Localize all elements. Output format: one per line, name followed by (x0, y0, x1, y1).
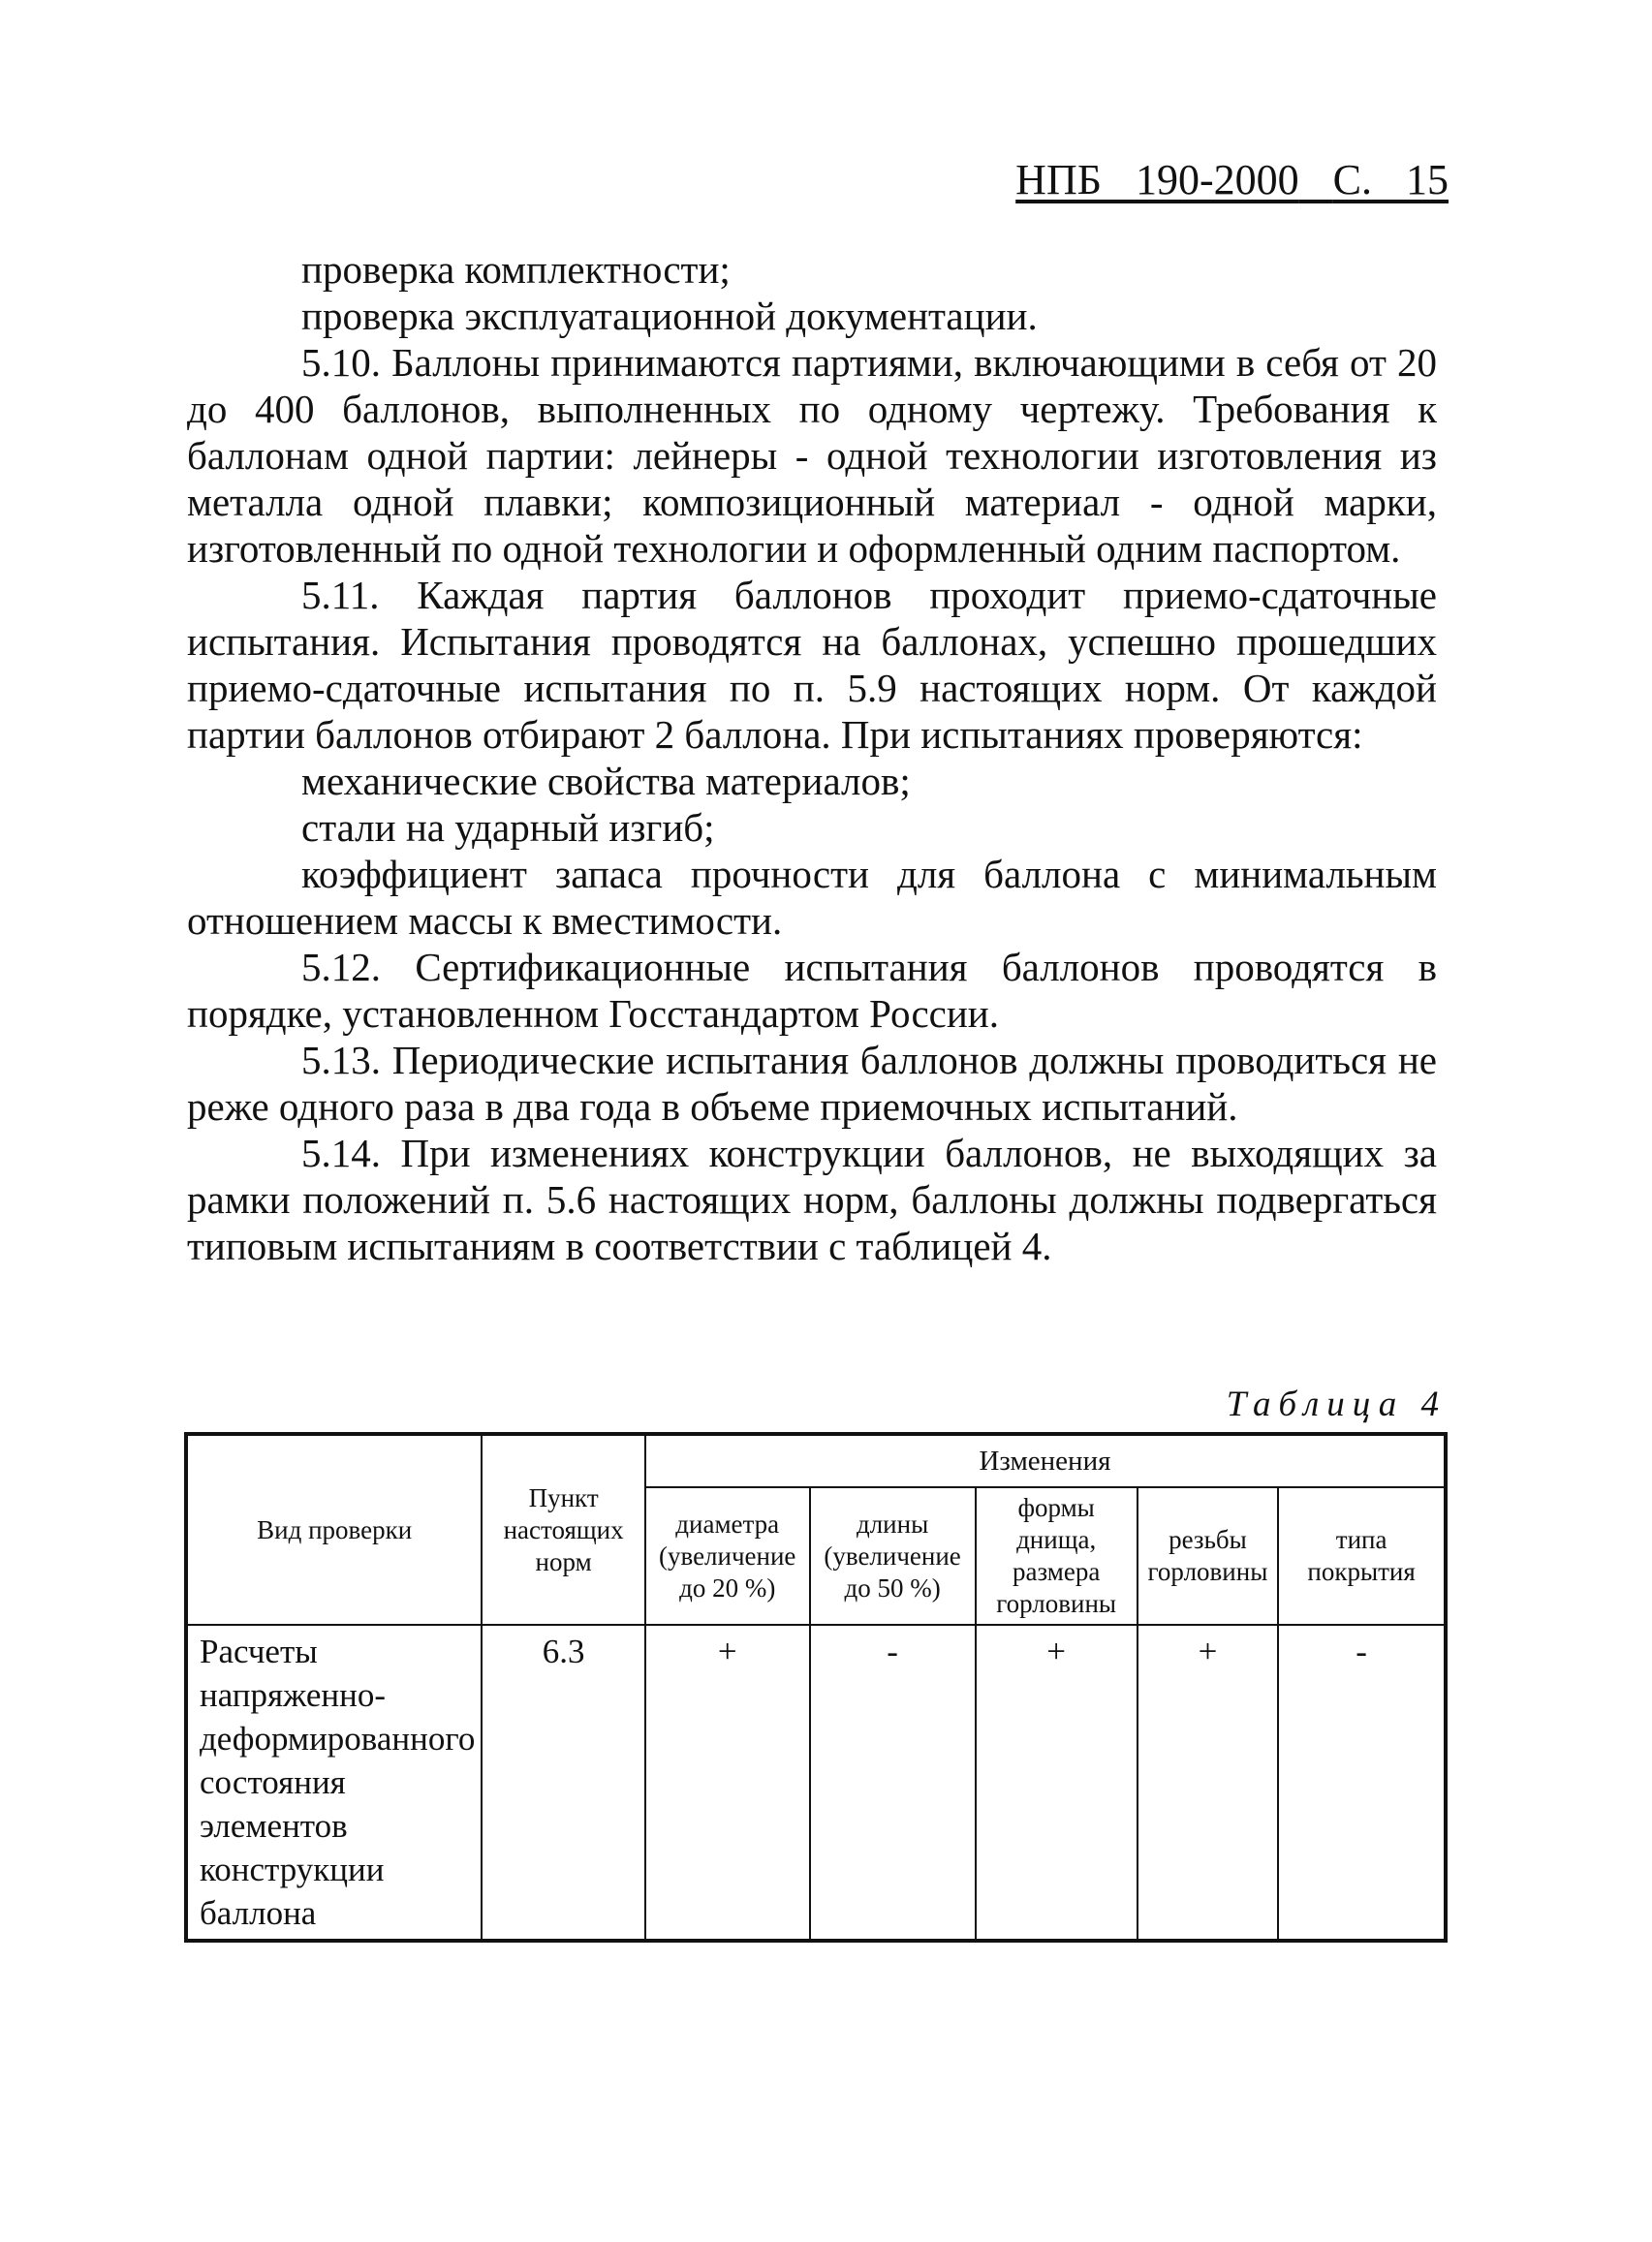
paragraph: проверка комплектности; (301, 247, 731, 292)
list-item: механические свойства материалов; (301, 759, 911, 803)
header-change-thread: резьбы горловины (1138, 1487, 1279, 1625)
paragraph-5-12: 5.12. Сертификационные испытания баллонов проводятся в порядке, установленном Госстандартом России. (187, 945, 1437, 1036)
header-check-type: Вид проверки (186, 1434, 482, 1625)
cell-mark-shape: + (976, 1625, 1138, 1941)
cell-check-type: Расчеты напряженно-деформированного состояния элементов конструкции баллона (186, 1625, 482, 1941)
paragraph-5-10: 5.10. Баллоны принимаются партиями, включающими в себя от 20 до 400 баллонов, выполненных по одному чертежу. Требования к баллонам одной партии: лейнеры - одной технологии изготовления из металла одной плавки; композиционный материал - одной марки, изготовленный по одной технологии и оформленный одним паспортом. (187, 340, 1437, 571)
header-change-length: длины (увеличение до 50 %) (810, 1487, 976, 1625)
paragraph-5-11: 5.11. Каждая партия баллонов проходит приемо-сдаточные испытания. Испытания проводятся на баллонах, успешно прошедших приемо-сдаточные испытания по п. 5.9 настоящих норм. От каждой партии баллонов отбирают 2 баллона. При испытаниях проверяются: (187, 573, 1437, 757)
cell-mark-thread: + (1138, 1625, 1279, 1941)
cell-clause: 6.3 (482, 1625, 645, 1941)
cell-mark-coating: - (1278, 1625, 1446, 1941)
document-code: НПБ 190-2000 (1015, 156, 1299, 203)
paragraph: проверка эксплуатационной документации. (301, 294, 1038, 338)
header-changes-group: Изменения (645, 1434, 1446, 1487)
paragraph-5-14: 5.14. При изменениях конструкции баллонов, не выходящих за рамки положений п. 5.6 настоящих норм, баллоны должны подвергаться типовым испытаниям в соответствии с таблицей 4. (187, 1131, 1437, 1268)
cell-mark-diameter: + (645, 1625, 810, 1941)
header-clause: Пункт настоящих норм (482, 1434, 645, 1625)
table-caption: Таблица 4 (1226, 1385, 1447, 1424)
header-change-diameter: диаметра (увеличение до 20 %) (645, 1487, 810, 1625)
body-text (187, 246, 1437, 1269)
paragraph-5-13: 5.13. Периодические испытания баллонов должны проводиться не реже одного раза в два года в объеме приемочных испытаний. (187, 1038, 1437, 1129)
changes-table (184, 1432, 1448, 1943)
list-item: коэффициент запаса прочности для баллона с минимальным отношением массы к вместимости. (187, 852, 1437, 943)
header-change-coating: типа покрытия (1278, 1487, 1446, 1625)
cell-mark-length: - (810, 1625, 976, 1941)
page-number: С. 15 (1332, 156, 1449, 203)
table-row (186, 1625, 1446, 1941)
header-change-shape: формы днища, размера горловины (976, 1487, 1138, 1625)
page-header (1015, 155, 1449, 204)
list-item: стали на ударный изгиб; (301, 805, 715, 850)
